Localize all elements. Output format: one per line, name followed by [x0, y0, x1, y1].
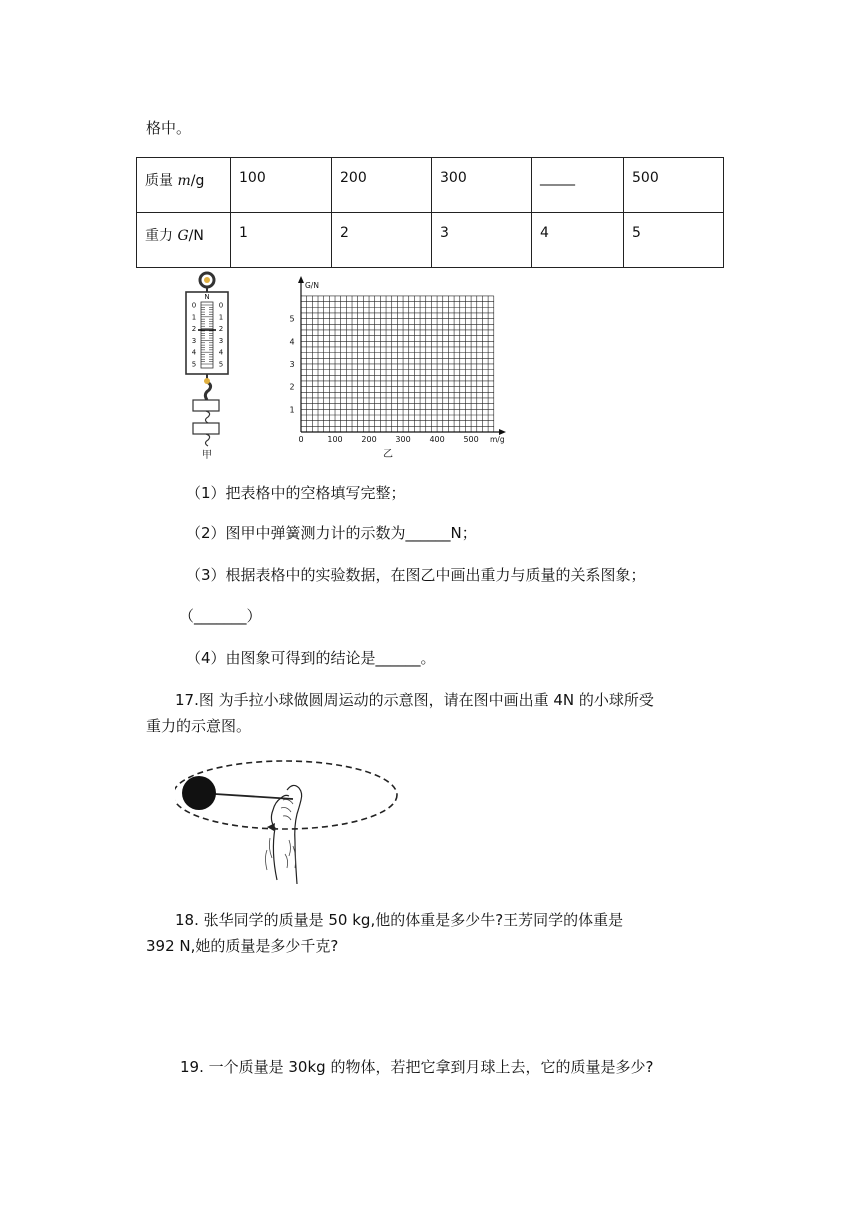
question-2: （2）图甲中弹簧测力计的示数为______N； [186, 524, 477, 542]
x-axis-label: m/g [490, 435, 505, 444]
x-tick-label: 0 [298, 435, 304, 444]
scale-number-right: 2 [218, 325, 224, 334]
scale-number-right: 3 [218, 336, 224, 345]
problem-18-line1: 18. 张华同学的质量是 50 kg,他的体重是多少牛?王芳同学的体重是 [175, 911, 624, 929]
hand [271, 785, 301, 884]
scale-number-right: 5 [218, 360, 224, 369]
scale-number-left: 0 [191, 301, 197, 310]
table-cell: 300 [432, 158, 532, 213]
ball [182, 776, 216, 810]
table-cell: 4 [532, 213, 624, 268]
row-header-mass: 质量 m/g [137, 158, 231, 213]
table-cell-blank[interactable]: _____ [532, 158, 624, 213]
scale-number-left: 1 [191, 313, 197, 322]
scale-number-right: 1 [218, 313, 224, 322]
problem-19: 19. 一个质量是 30kg 的物体，若把它拿到月球上去，它的质量是多少? [180, 1058, 654, 1076]
question-3-answer-blank[interactable]: （_______） [179, 607, 262, 625]
scale-number-right: 0 [218, 301, 224, 310]
table-cell: 200 [332, 158, 432, 213]
weight-block [193, 423, 219, 434]
question-3: （3）根据表格中的实验数据，在图乙中画出重力与质量的关系图象； [186, 566, 646, 584]
x-tick-label: 100 [327, 435, 343, 444]
continued-text: 格中。 [146, 119, 192, 137]
table-cell: 3 [432, 213, 532, 268]
spring-scale-figure [180, 270, 240, 465]
y-tick-label: 1 [289, 405, 295, 415]
problem-17-line2: 重力的示意图。 [146, 717, 252, 735]
problem-18-line2: 392 N,她的质量是多少千克? [146, 937, 339, 955]
question-1: （1）把表格中的空格填写完整； [186, 484, 406, 502]
y-tick-label: 2 [289, 382, 295, 392]
scale-number-left: 3 [191, 336, 197, 345]
table-row-mass [137, 158, 724, 213]
table-row-weight [137, 213, 724, 268]
y-axis-arrow [298, 276, 304, 283]
y-tick-label: 4 [289, 337, 295, 347]
table-cell: 500 [624, 158, 724, 213]
table-cell: 2 [332, 213, 432, 268]
weight-block [193, 400, 219, 411]
figure-caption-jia: 甲 [202, 450, 212, 461]
table-cell: 1 [231, 213, 332, 268]
problem-17-line1: 17.图 为手拉小球做圆周运动的示意图，请在图中画出重 4N 的小球所受 [175, 691, 654, 709]
table-cell: 100 [231, 158, 332, 213]
scale-number-left: 4 [191, 348, 197, 357]
table-cell: 5 [624, 213, 724, 268]
circular-motion-figure [175, 750, 410, 890]
y-tick-label: 3 [289, 359, 295, 369]
x-tick-label: 400 [429, 435, 445, 444]
scale-number-left: 5 [191, 360, 197, 369]
x-tick-label: 500 [463, 435, 479, 444]
question-4: （4）由图象可得到的结论是______。 [186, 649, 436, 667]
row-header-weight: 重力 G/N [137, 213, 231, 268]
scale-top-label: N [204, 293, 210, 301]
data-table [136, 157, 724, 268]
x-tick-label: 300 [395, 435, 411, 444]
x-tick-label: 200 [361, 435, 377, 444]
scale-number-right: 4 [218, 348, 224, 357]
y-tick-label: 5 [289, 314, 295, 324]
figure-caption-yi: 乙 [383, 449, 393, 460]
scale-number-left: 2 [191, 325, 197, 334]
grid-figure [280, 272, 520, 467]
y-axis-label: G/N [305, 281, 319, 290]
